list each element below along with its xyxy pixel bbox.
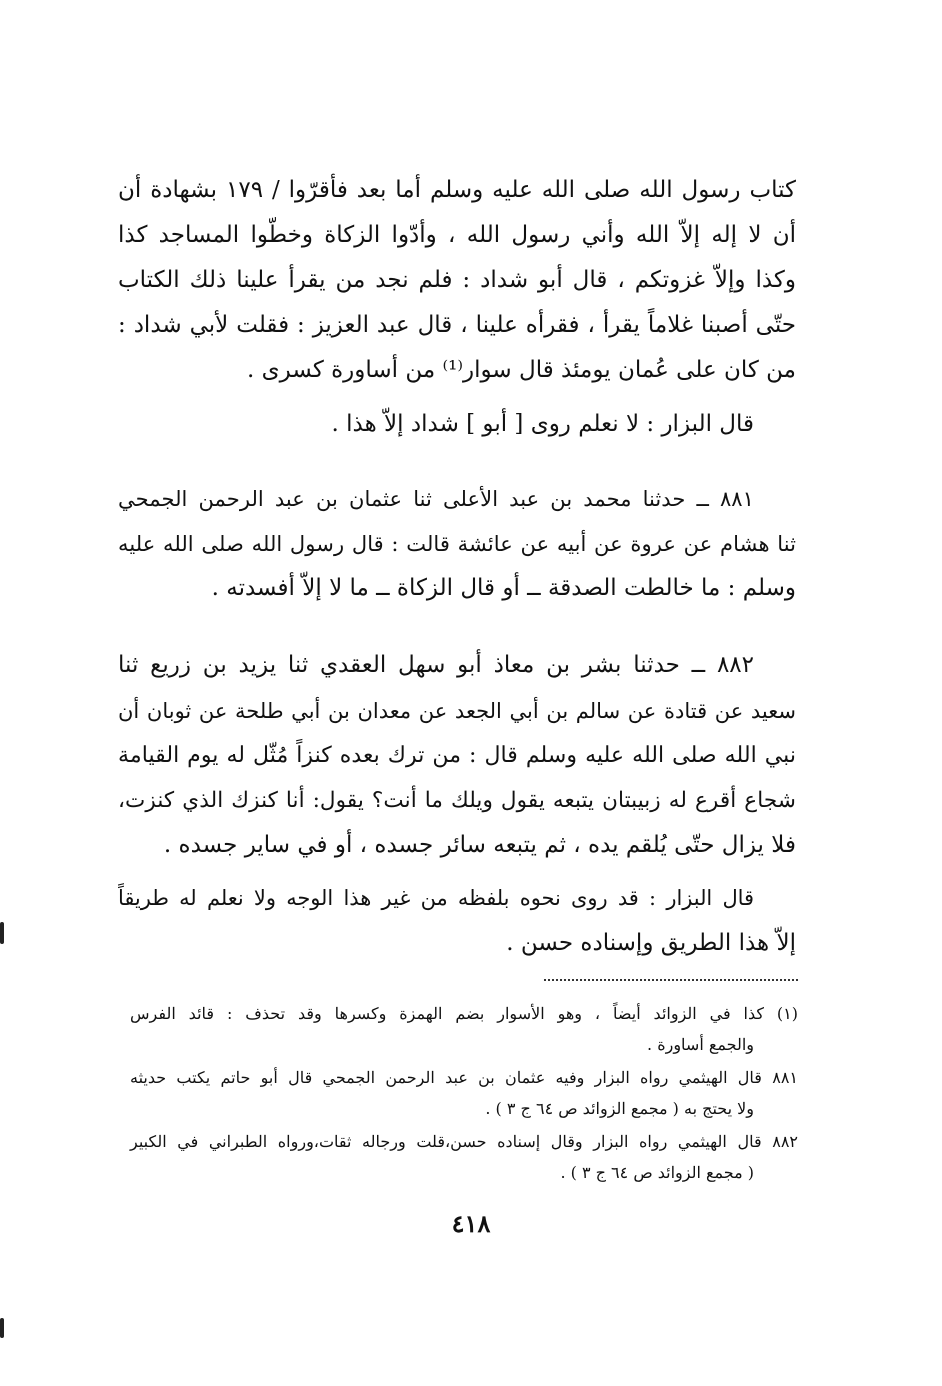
footnote-line: ( مجمع الزوائد ص ٦٤ ج ٣ ) .: [560, 1163, 754, 1182]
page-number: ٤١٨: [451, 1209, 491, 1238]
text-line: فلا يزال حتّى يُلقم يده ، ثم يتبعه سائر جسده ، أو في ساير جسده .: [163, 832, 796, 858]
footnote-line: والجمع أساورة .: [647, 1035, 754, 1054]
footnote-line: ٨٨١ قال الهيثمي رواه البزار وفيه عثمان بن عبد الرحمن الجمحي قال أبو حاتم يكتب حديثه: [130, 1068, 798, 1087]
text-line: قال البزار : قد روى نحوه بلفظه من غير هذا الوجه ولا نعلم له طريقاً: [118, 886, 754, 910]
text-line: حتّى أصبنا غلاماً يقرأ ، فقرأه علينا ، قال عبد العزيز : فقلت لأبي شداد :: [118, 312, 796, 338]
text-line: ٨٨٢ ــ حدثنا بشر بن معاذ أبو سهل العقدي ثنا يزيد بن زريع ثنا: [118, 652, 754, 678]
footnote-line: ولا يحتج به ( مجمع الزوائد ص ٦٤ ج ٣ ) .: [485, 1099, 754, 1118]
bazzar-comment-1: [118, 402, 796, 447]
hadith-881: [118, 476, 796, 611]
text-line: قال البزار : لا نعلم روى [ أبو ] شداد إلاّ هذا .: [331, 411, 754, 437]
footnote-divider: [544, 979, 798, 981]
text-line: شجاع أقرع له زبيبتان يتبعه يقول ويلك ما أنت؟ يقول: أنا كنزك الذي كنزت،: [118, 788, 796, 813]
footnotes: [130, 998, 798, 1190]
footnote-881: [130, 1062, 798, 1124]
footnote-line: ٨٨٢ قال الهيثمي رواه البزار وقال إسناده حسن،قلت ورجاله ثقات،ورواه الطبراني في الكبير: [130, 1132, 798, 1151]
text-line: أن لا إله إلاّ الله وأني رسول الله ، وأدّوا الزكاة وخطّوا المساجد كذا: [118, 222, 796, 248]
text-line: كتاب رسول الله صلى الله عليه وسلم أما بعد فأقرّوا / ١٧٩ بشهادة أن: [118, 177, 796, 203]
scan-edge-mark: [0, 922, 4, 944]
text-line: نبي الله صلى الله عليه وسلم قال : من ترك بعده كنزاً مُثّل له يوم القيامة: [118, 742, 796, 768]
footnote-882: [130, 1126, 798, 1188]
footnote-1: [130, 998, 798, 1060]
text-line: وكذا وإلاّ غزوتكم ، قال أبو شداد : فلم نجد من يقرأ علينا ذلك الكتاب: [118, 267, 796, 293]
text-line: سعيد عن قتادة عن سالم بن أبي الجعد عن معدان بن أبي طلحة عن ثوبان أن: [118, 698, 796, 723]
hadith-882: [118, 643, 796, 868]
footnote-line: (١) كذا في الزوائد أيضاً ، وهو الأسوار بضم الهمزة وكسرها وقد تحذف : قائد الفرس: [130, 1004, 798, 1023]
bazzar-comment-2: [118, 876, 796, 966]
text-line: إلاّ هذا الطريق وإسناده حسن .: [506, 930, 796, 956]
letter-paragraph: [118, 168, 796, 393]
text-line: وسلم : ما خالطت الصدقة ــ أو قال الزكاة ــ ما لا إلاّ أفسدته .: [211, 575, 796, 601]
text-line: من كان على عُمان يومئذ قال سوار⁽¹⁾ من أساورة كسرى .: [247, 357, 796, 383]
scan-edge-mark: [0, 1318, 4, 1338]
text-line: ٨٨١ ــ حدثنا محمد بن عبد الأعلى ثنا عثمان بن عبد الرحمن الجمحي: [118, 486, 754, 511]
text-line: ثنا هشام عن عروة عن أبيه عن عائشة قالت : قال رسول الله صلى الله عليه: [118, 531, 796, 556]
